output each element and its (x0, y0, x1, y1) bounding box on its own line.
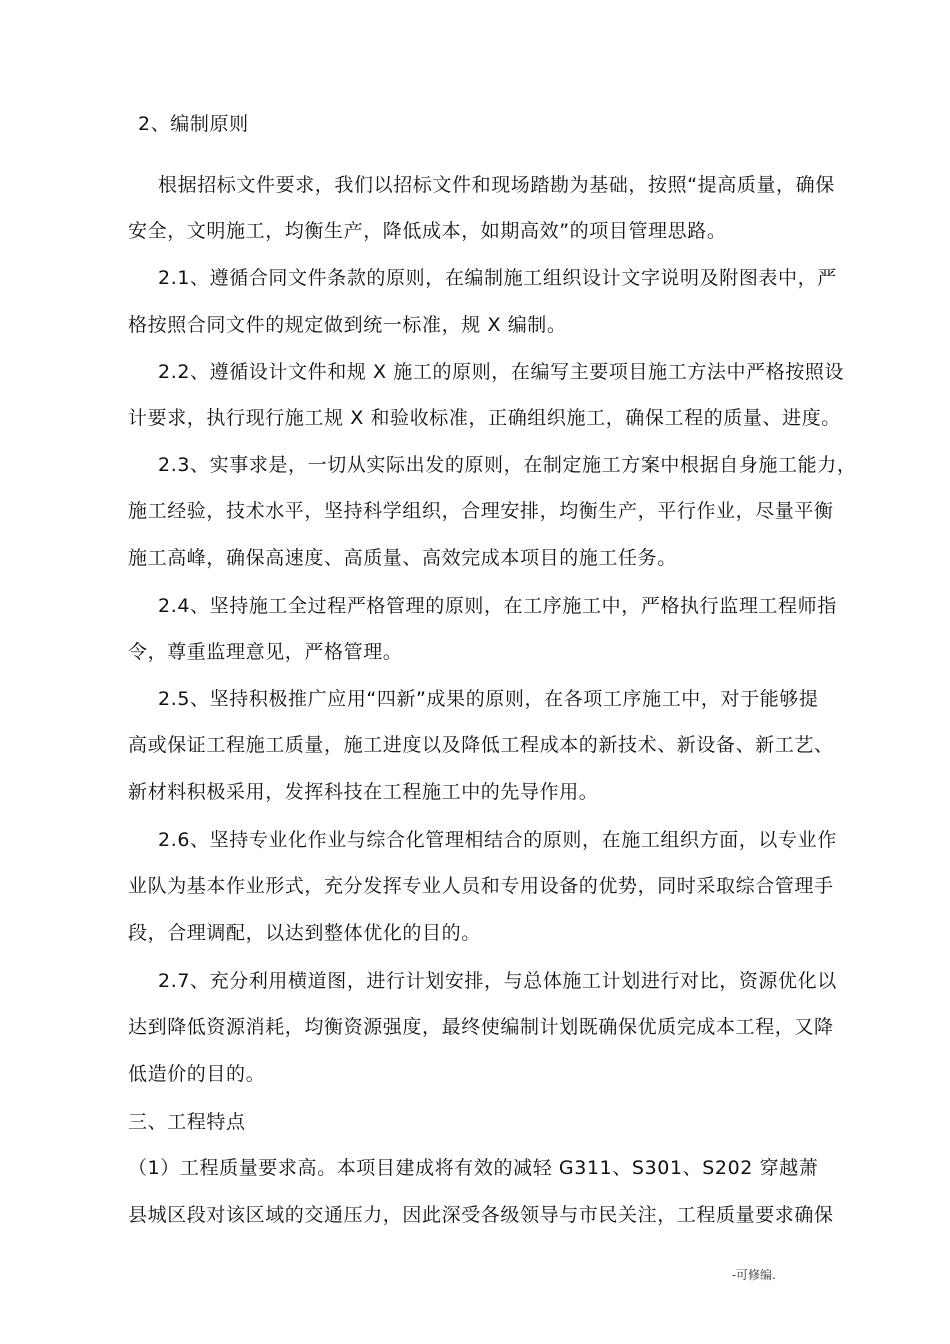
paragraph-line: 2.5、坚持积极推广应用“四新”成果的原则，在各项工序施工中，对于能够提 (158, 688, 819, 710)
paragraph-line: 段，合理调配，以达到整体优化的目的。 (128, 922, 481, 944)
paragraph-line: 2.1、遵循合同文件条款的原则，在编制施工组织设计文字说明及附图表中，严 (158, 267, 837, 289)
paragraph-line: 令，尊重监理意见，严格管理。 (128, 641, 403, 663)
paragraph-line: 根据招标文件要求，我们以招标文件和现场踏勘为基础，按照“提高质量，确保 (158, 174, 835, 196)
paragraph-line: 安全，文明施工，均衡生产，降低成本，如期高效”的项目管理思路。 (128, 220, 727, 242)
chapter-heading: 三、工程特点 (128, 1111, 246, 1133)
paragraph-line: 施工经验，技术水平，坚持科学组织，合理安排，均衡生产，平行作业，尽量平衡 (128, 500, 834, 522)
page-footer: -可修编. (732, 1268, 776, 1282)
paragraph-line: 格按照合同文件的规定做到统一标准，规 X 编制。 (128, 314, 567, 336)
paragraph-line: 2.6、坚持专业化作业与综合化管理相结合的原则，在施工组织方面，以专业作 (158, 829, 837, 851)
paragraph-line: 2.4、坚持施工全过程严格管理的原则，在工序施工中，严格执行监理工程师指 (158, 595, 837, 617)
paragraph-line: 2.3、实事求是，一切从实际出发的原则，在制定施工方案中根据自身施工能力， (158, 454, 857, 476)
paragraph-line: 计要求，执行现行施工规 X 和验收标准，正确组织施工，确保工程的质量、进度。 (128, 407, 841, 429)
paragraph-line: 业队为基本作业形式，充分发挥专业人员和专用设备的优势，同时采取综合管理手 (128, 875, 834, 897)
paragraph-line: 2.2、遵循设计文件和规 X 施工的原则，在编写主要项目施工方法中严格按照设 (158, 361, 845, 383)
paragraph-line: 高或保证工程施工质量，施工进度以及降低工程成本的新技术、新设备、新工艺、 (128, 734, 834, 756)
paragraph-line: 2.7、充分利用横道图，进行计划安排，与总体施工计划进行对比，资源优化以 (158, 970, 837, 992)
paragraph-line: 低造价的目的。 (128, 1063, 266, 1085)
section-heading: 2、编制原则 (138, 113, 249, 135)
paragraph-line: 新材料积极采用，发挥科技在工程施工中的先导作用。 (128, 781, 599, 803)
paragraph-line: 达到降低资源消耗，均衡资源强度，最终使编制计划既确保优质完成本工程，又降 (128, 1016, 834, 1038)
paragraph-line: 施工高峰，确保高速度、高质量、高效完成本项目的施工任务。 (128, 547, 677, 569)
paragraph-line: 县城区段对该区域的交通压力，因此深受各级领导与市民关注，工程质量要求确保 (128, 1204, 834, 1226)
paragraph-line: （1）工程质量要求高。本项目建成将有效的减轻 G311、S301、S202 穿越萧 (128, 1157, 819, 1179)
